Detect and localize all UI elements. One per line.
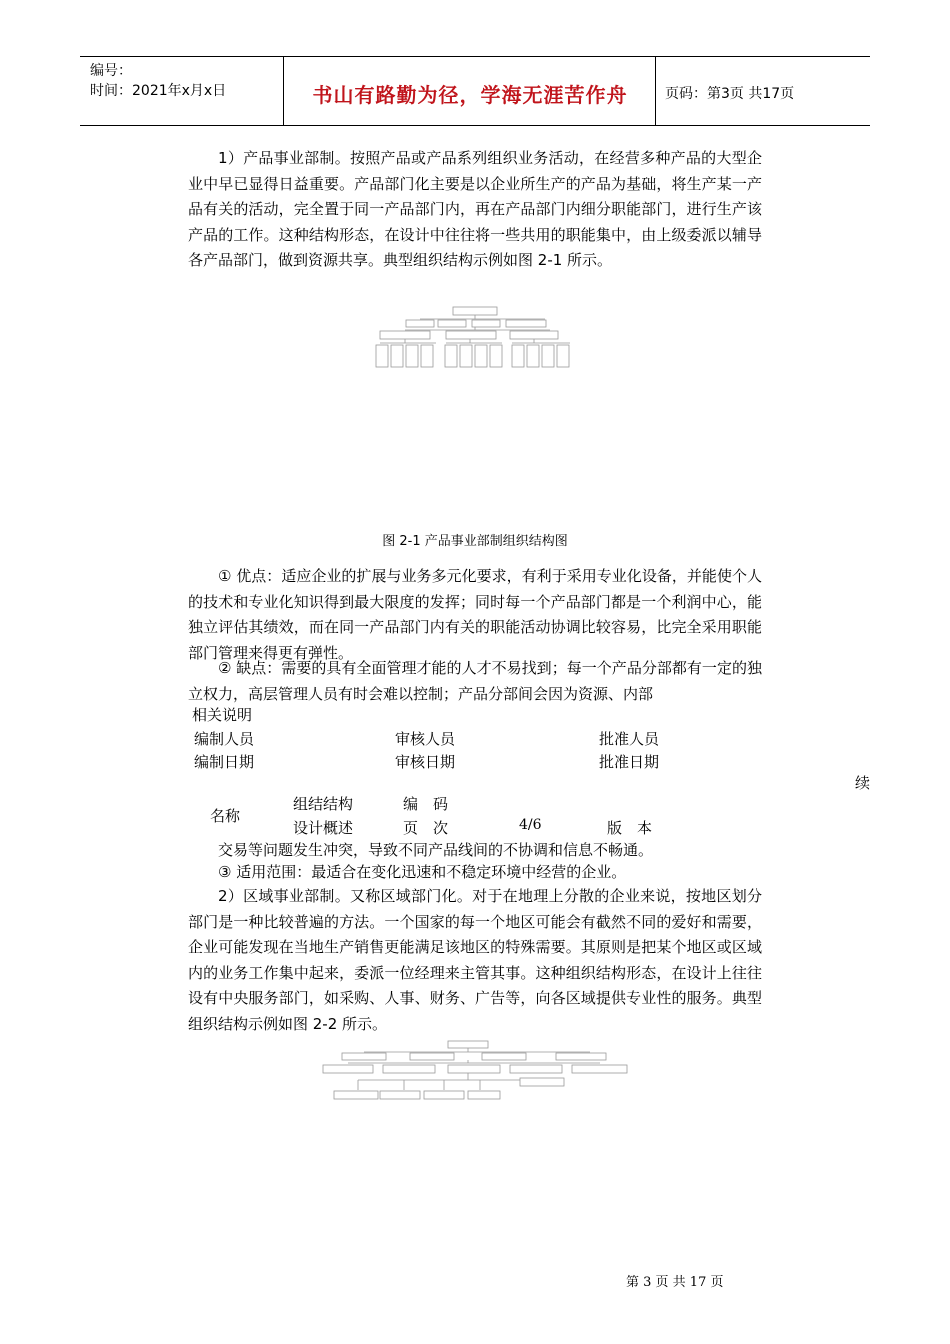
page-number-value: 4/6 — [519, 817, 542, 833]
version-label: 版 本 — [607, 819, 653, 837]
org-box-top — [448, 1041, 488, 1048]
org-box — [410, 1053, 454, 1060]
paragraph-region-division: 2）区域事业部制。又称区域部门化。对于在地理上分散的企业来说，按地区划分部门是一种比较普遍的方法。一个国家的每一个地区可能会有截然不同的爱好和需要，企业可能发现在当地生产销售更能满足该地区的特殊需要。其原则是把某个地区或区域内的业务工作集中起来，委派一位经理来主管其事。这种组织结构形态，在设计上往往设有中央服务部门，如采购、人事、财务、广告等，向各区域提供专业性的服务。典型组织结构示例如图 2-2 所示。 — [188, 887, 762, 1033]
figure-2-1-caption: 图 2-1 产品事业部制组织结构图 — [382, 534, 568, 549]
org-box — [334, 1091, 378, 1099]
approve-date-label: 批准日期 — [599, 753, 660, 771]
page-header — [80, 56, 870, 126]
org-box — [510, 331, 558, 339]
org-box — [421, 345, 433, 367]
org-box — [446, 331, 496, 339]
header-page-info: 页码：第3页 共17页 — [665, 86, 795, 102]
related-notes-label: 相关说明 — [192, 706, 253, 724]
org-box — [520, 1078, 564, 1086]
org-box — [323, 1065, 373, 1073]
edit-date-label: 编制日期 — [194, 753, 255, 771]
org-box — [572, 1065, 627, 1073]
design-overview-label: 设计概述 — [293, 819, 354, 837]
document-time-label: 时间：2021年x月x日 — [90, 83, 227, 99]
org-box — [448, 1065, 500, 1073]
org-box — [542, 345, 554, 367]
code-label: 编 码 — [403, 795, 449, 813]
org-box — [406, 345, 418, 367]
org-box — [510, 1065, 562, 1073]
structure-label: 组结结构 — [293, 795, 354, 813]
org-box — [472, 320, 500, 327]
paragraph-disadvantages: ② 缺点：需要的具有全面管理才能的人才不易找到；每一个产品分部都有一定的独立权力，高层管理人员有时会难以控制；产品分部间会因为资源、内部 — [188, 659, 762, 703]
continued-label: 续 — [855, 774, 871, 792]
org-box — [406, 320, 434, 327]
org-box — [438, 320, 466, 327]
org-box — [512, 345, 524, 367]
header-divider — [655, 57, 656, 125]
paragraph-advantages: ① 优点：适应企业的扩展与业务多元化要求，有利于采用专业化设备，并能使个人的技术和专业化知识得到最大限度的发挥；同时每一个产品部门都是一个利润中心，能独立评估其绩效，而在同一产品部门内有关的职能活动协调比较容易，比完全采用职能部门管理来得更有弹性。 — [188, 567, 762, 662]
header-meta — [90, 61, 226, 101]
figure-2-1-org-chart — [370, 300, 580, 372]
document-number-label: 编号： — [90, 63, 132, 79]
header-divider — [283, 57, 284, 125]
org-box — [391, 345, 403, 367]
paragraph-continuation: 交易等问题发生冲突，导致不同产品线间的不协调和信息不畅通。 — [218, 841, 654, 859]
org-box — [445, 345, 457, 367]
org-box — [506, 320, 546, 327]
name-label: 名称 — [210, 807, 241, 825]
org-box — [460, 345, 472, 367]
org-box — [468, 1091, 500, 1099]
paragraph-product-division: 1）产品事业部制。按照产品或产品系列组织业务活动，在经营多种产品的大型企业中早已显得日益重要。产品部门化主要是以企业所生产的产品为基础，将生产某一产品有关的活动，完全置于同一产品部门内，再在产品部门内细分职能部门，进行生产该产品的工作。这种结构形态，在设计中往往将一些共用的职能集中，由上级委派以辅导各产品部门，做到资源共享。典型组织结构示例如图 2-1 所示。 — [188, 149, 762, 269]
reviewer-label: 审核人员 — [395, 730, 456, 748]
approver-label: 批准人员 — [599, 730, 660, 748]
org-box — [557, 345, 569, 367]
org-box — [380, 331, 430, 339]
org-box — [380, 1091, 420, 1099]
org-box — [424, 1091, 464, 1099]
org-box — [527, 345, 539, 367]
paragraph-scope: ③ 适用范围：最适合在变化迅速和不稳定环境中经营的企业。 — [218, 863, 627, 881]
org-box — [475, 345, 487, 367]
page-footer: 第 3 页 共 17 页 — [626, 1275, 724, 1290]
org-box — [376, 345, 388, 367]
org-box — [482, 1053, 526, 1060]
editor-label: 编制人员 — [194, 730, 255, 748]
org-box — [556, 1053, 606, 1060]
org-box-top — [453, 307, 497, 315]
page-number-label: 页 次 — [403, 819, 449, 837]
figure-2-2-org-chart — [320, 1038, 632, 1102]
org-box — [342, 1053, 386, 1060]
org-box — [490, 345, 502, 367]
review-date-label: 审核日期 — [395, 753, 456, 771]
org-box — [383, 1065, 435, 1073]
header-motto: 书山有路勤为径，学海无涯苦作舟 — [312, 83, 628, 107]
